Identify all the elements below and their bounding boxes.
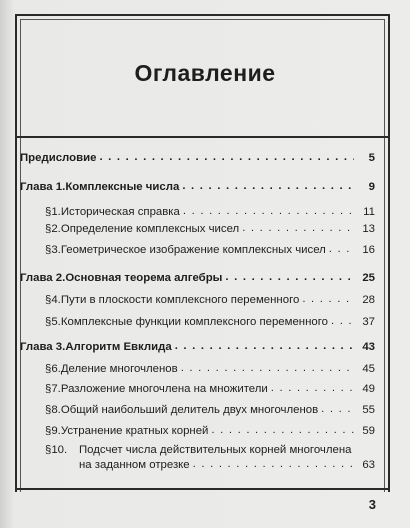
toc-page: 59 — [362, 425, 375, 437]
toc-label: Историческая справка — [60, 206, 180, 218]
chapter-number: Глава 3. — [20, 341, 66, 353]
toc-entry-section-6[interactable] — [45, 362, 375, 376]
toc-label-line-2: на заданном отрезке — [79, 459, 190, 471]
chapter-number: Глава 1. — [20, 181, 66, 193]
toc-page: 16 — [362, 244, 375, 256]
toc-label: Разложение многочлена на множители — [60, 383, 268, 395]
page-title: Оглавление — [134, 60, 276, 86]
dot-leader — [329, 242, 354, 256]
footer-divider — [15, 488, 390, 490]
toc-page: 5 — [368, 152, 375, 164]
dot-leader — [271, 381, 354, 395]
chapter-number: Глава 2. — [20, 272, 66, 284]
section-number: §1. — [45, 206, 61, 218]
toc-entry-section-5[interactable] — [45, 315, 375, 329]
toc-page: 25 — [362, 272, 375, 284]
dot-leader — [175, 339, 354, 353]
toc-label: Основная теорема алгебры — [65, 272, 223, 284]
dot-leader — [225, 270, 354, 284]
toc-page: 13 — [362, 223, 375, 235]
dot-leader — [331, 314, 354, 328]
dot-leader — [99, 150, 354, 164]
toc-label: Общий наибольший делитель двух многочленов — [60, 404, 319, 416]
toc-entry-preface[interactable] — [20, 151, 375, 165]
dot-leader — [181, 361, 354, 375]
toc-page: 37 — [362, 316, 375, 328]
toc-entry-chapter-1[interactable] — [20, 180, 375, 194]
toc-label: Алгоритм Евклида — [65, 341, 172, 353]
divider — [15, 136, 390, 138]
toc-label: Пути в плоскости комплексного переменного — [60, 294, 300, 306]
toc-entry-chapter-3[interactable] — [20, 340, 375, 354]
dot-leader — [211, 423, 354, 437]
toc-entry-section-1[interactable] — [45, 205, 375, 219]
section-number: §6. — [45, 363, 61, 375]
section-number: §9. — [45, 425, 61, 437]
toc-entry-section-7[interactable] — [45, 382, 375, 396]
section-number: §4. — [45, 294, 61, 306]
section-number: §3. — [45, 244, 61, 256]
toc-entry-section-10[interactable] — [45, 443, 375, 472]
page-number: 3 — [368, 497, 376, 512]
toc-label: Определение комплексных чисел — [60, 223, 240, 235]
dot-leader — [321, 402, 354, 416]
toc-entry-section-8[interactable] — [45, 403, 375, 417]
toc-page: 11 — [363, 206, 375, 218]
dot-leader — [183, 204, 354, 218]
toc-label-line-1: Подсчет числа действительных корней многочлена — [79, 444, 352, 456]
toc-page: 45 — [362, 363, 375, 375]
toc-page: 9 — [368, 181, 375, 193]
toc-entry-section-9[interactable] — [45, 424, 375, 438]
section-number: §10. — [45, 444, 68, 456]
toc-entry-section-4[interactable] — [45, 293, 375, 307]
section-number: §2. — [45, 223, 61, 235]
dot-leader — [242, 221, 354, 235]
toc-label: Предисловие — [20, 152, 97, 164]
toc-page: 28 — [362, 294, 375, 306]
toc-entry-section-2[interactable] — [45, 222, 375, 236]
dot-leader — [302, 292, 354, 306]
section-number: §8. — [45, 404, 61, 416]
toc-label: Деление многочленов — [60, 363, 178, 375]
toc-page: 63 — [362, 459, 375, 471]
toc-label: Комплексные числа — [65, 181, 180, 193]
dot-leader — [182, 179, 354, 193]
section-number: §5. — [45, 316, 61, 328]
toc-label: Геометрическое изображение комплексных чисел — [60, 244, 326, 256]
section-number: §7. — [45, 383, 61, 395]
toc-label: Комплексные функции комплексного переменного — [60, 316, 328, 328]
dot-leader — [193, 457, 354, 471]
toc-page: 55 — [362, 404, 375, 416]
toc-entry-chapter-2[interactable] — [20, 271, 375, 285]
toc-page: 43 — [362, 341, 375, 353]
toc-entry-section-3[interactable] — [45, 243, 375, 257]
toc-page: 49 — [362, 383, 375, 395]
toc-label: Устранение кратных корней — [60, 425, 209, 437]
